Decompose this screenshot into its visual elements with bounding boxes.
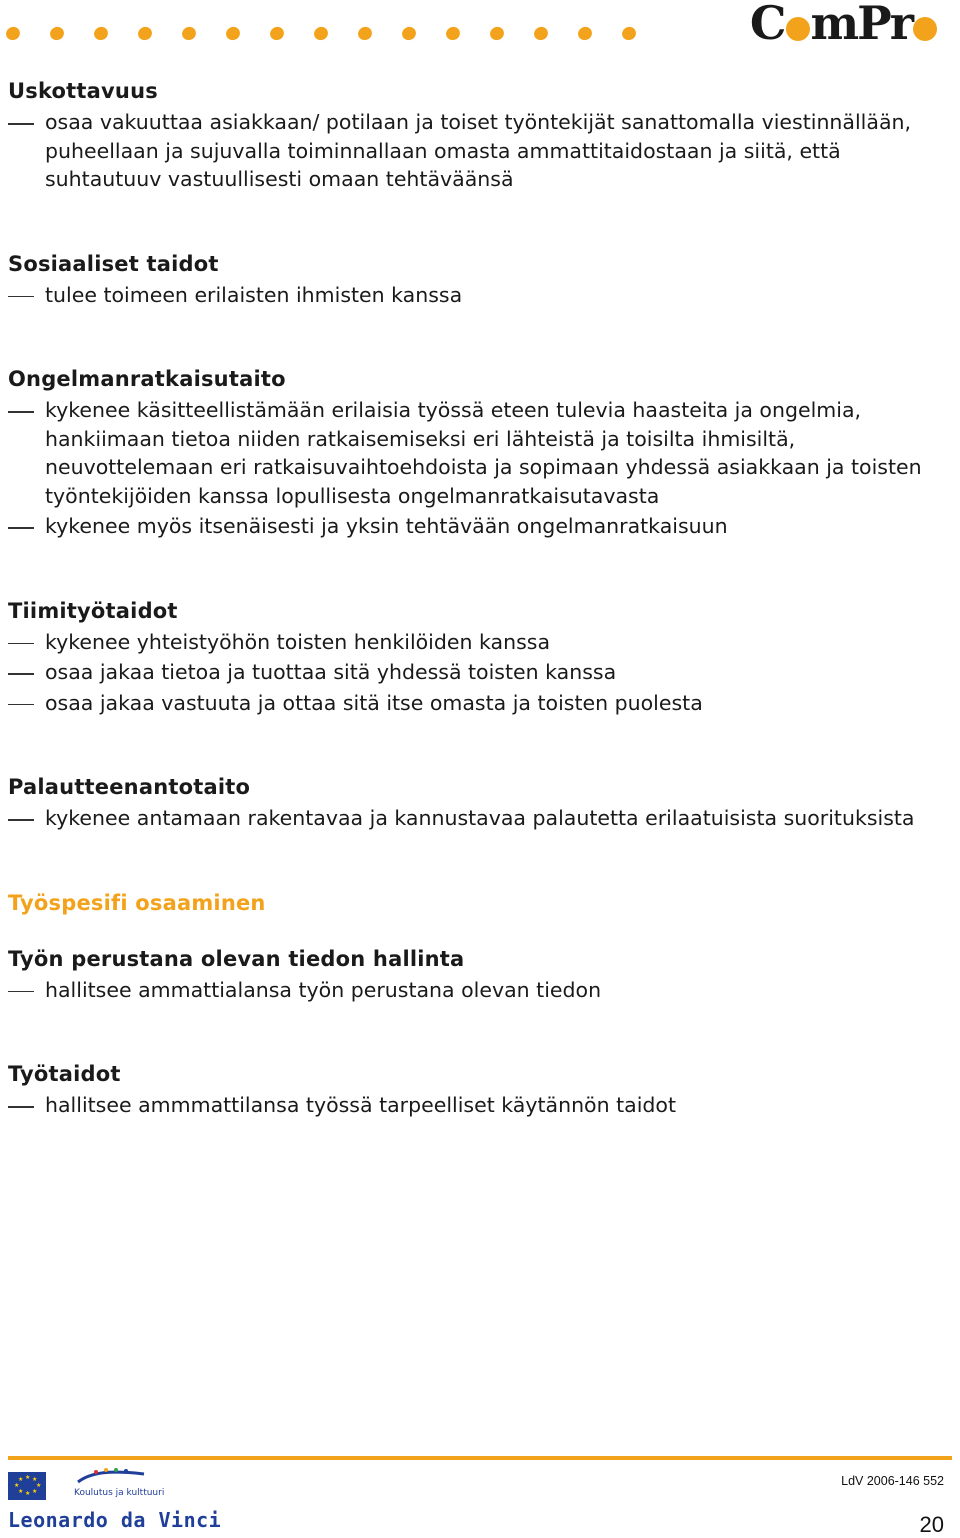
decorative-dot (268, 25, 286, 43)
list-item-text: osaa jakaa vastuuta ja ottaa sitä itse omasta ja toisten puolesta (45, 690, 703, 715)
section-heading: Uskottavuus (8, 79, 158, 103)
section-ongelmanratkaisutaito (8, 364, 948, 541)
decorative-dot (620, 25, 638, 43)
dash-bullet-icon (8, 643, 34, 645)
decorative-dot (224, 25, 242, 43)
dash-bullet-icon (8, 123, 34, 125)
list-item (8, 689, 948, 718)
decorative-dot (444, 25, 462, 43)
dash-bullet-icon (8, 673, 34, 675)
list-item (8, 512, 948, 541)
list-item-text: kykenee yhteistyöhön toisten henkilöiden kanssa (45, 629, 551, 654)
list-item-text: kykenee antamaan rakentavaa ja kannustavaa palautetta erilaatuisista suorituksista (45, 806, 915, 830)
list-item-text: tulee toimeen erilaisten ihmisten kanssa (45, 282, 463, 307)
section-uskottavuus (8, 76, 948, 194)
section-heading: Sosiaaliset taidot (8, 251, 219, 276)
decorative-dot (312, 25, 330, 43)
section-palautteenantotaito (8, 772, 948, 833)
footer-divider (8, 1456, 952, 1460)
section-heading: Työn perustana olevan tiedon hallinta (8, 946, 465, 971)
document-body (8, 76, 948, 1120)
list-item-text: osaa jakaa tietoa ja tuottaa sitä yhdessä toisten kanssa (45, 660, 617, 684)
compro-logo: C mPr (750, 0, 938, 46)
dash-bullet-icon (8, 704, 34, 706)
list-item-text: osaa vakuuttaa asiakkaan/ potilaan ja toiset työntekijät sanattomalla viestinnällään, puheellaan ja sujuvalla toiminnallaan omasta ammattitaidostaan ja siitä, että suhtautuuv vastuullisesti omaan tehtäväänsä (45, 110, 912, 191)
dash-bullet-icon (8, 819, 34, 821)
page-footer (0, 1462, 960, 1538)
section-heading: Tiimityötaidot (8, 598, 178, 623)
leonardo-logo-icon (76, 1466, 146, 1486)
list-item (8, 1091, 948, 1120)
decorative-dot (4, 25, 22, 43)
eu-flag-icon: ★ ★ ★ ★ ★ ★ ★ ★ (8, 1472, 46, 1500)
list-item (8, 396, 948, 510)
dash-bullet-icon (8, 1106, 34, 1108)
list-item (8, 804, 948, 833)
section-sosiaaliset-taidot (8, 249, 948, 310)
dash-bullet-icon (8, 411, 34, 413)
program-name: Leonardo da Vinci (8, 1508, 222, 1532)
program-subtitle: Koulutus ja kulttuuri (74, 1488, 165, 1498)
list-item-text: hallitsee ammattialansa työn perustana olevan tiedon (45, 977, 602, 1002)
dash-bullet-icon (8, 527, 34, 529)
decorative-dot (180, 25, 198, 43)
page-number: 20 (919, 1512, 944, 1537)
section-heading: Työtaidot (8, 1062, 121, 1086)
list-item (8, 108, 948, 194)
decorative-dot (532, 25, 550, 43)
decorative-dot (356, 25, 374, 43)
decorative-dot (576, 25, 594, 43)
decorative-dot (400, 25, 418, 43)
list-item (8, 628, 948, 657)
project-code: LdV 2006-146 552 (841, 1474, 944, 1488)
page-header (0, 0, 960, 60)
decorative-dot (136, 25, 154, 43)
dash-bullet-icon (8, 991, 34, 993)
list-item-text: kykenee myös itsenäisesti ja yksin tehtävään ongelmanratkaisuun (45, 514, 728, 538)
list-item (8, 281, 948, 310)
decorative-dot (48, 25, 66, 43)
category-heading: Työspesifi osaaminen (8, 890, 266, 915)
section-tiedon-hallinta (8, 944, 948, 1005)
decorative-dot (92, 25, 110, 43)
list-item (8, 976, 948, 1005)
dash-bullet-icon (8, 296, 34, 298)
section-heading: Palautteenantotaito (8, 775, 251, 799)
section-tyotaidot (8, 1059, 948, 1120)
list-item-text: kykenee käsitteellistämään erilaisia työssä eteen tulevia haasteita ja ongelmia, hankiimaan tietoa niiden ratkaisemiseksi eri lähteistä ja toisilta ihmisiltä, neuvottelemaan eri ratkaisuvaihtoehdoista ja sopimaan yhdessä asiakkaan ja toisten työntekijöiden kanssa lopullisesta ongelmanratkaisutavasta (45, 398, 922, 508)
section-tiimityotaidot (8, 596, 948, 718)
decorative-dot (488, 25, 506, 43)
section-heading: Ongelmanratkaisutaito (8, 367, 286, 391)
list-item (8, 658, 948, 687)
list-item-text: hallitsee ammmattilansa työssä tarpeelliset käytännön taidot (45, 1093, 676, 1117)
